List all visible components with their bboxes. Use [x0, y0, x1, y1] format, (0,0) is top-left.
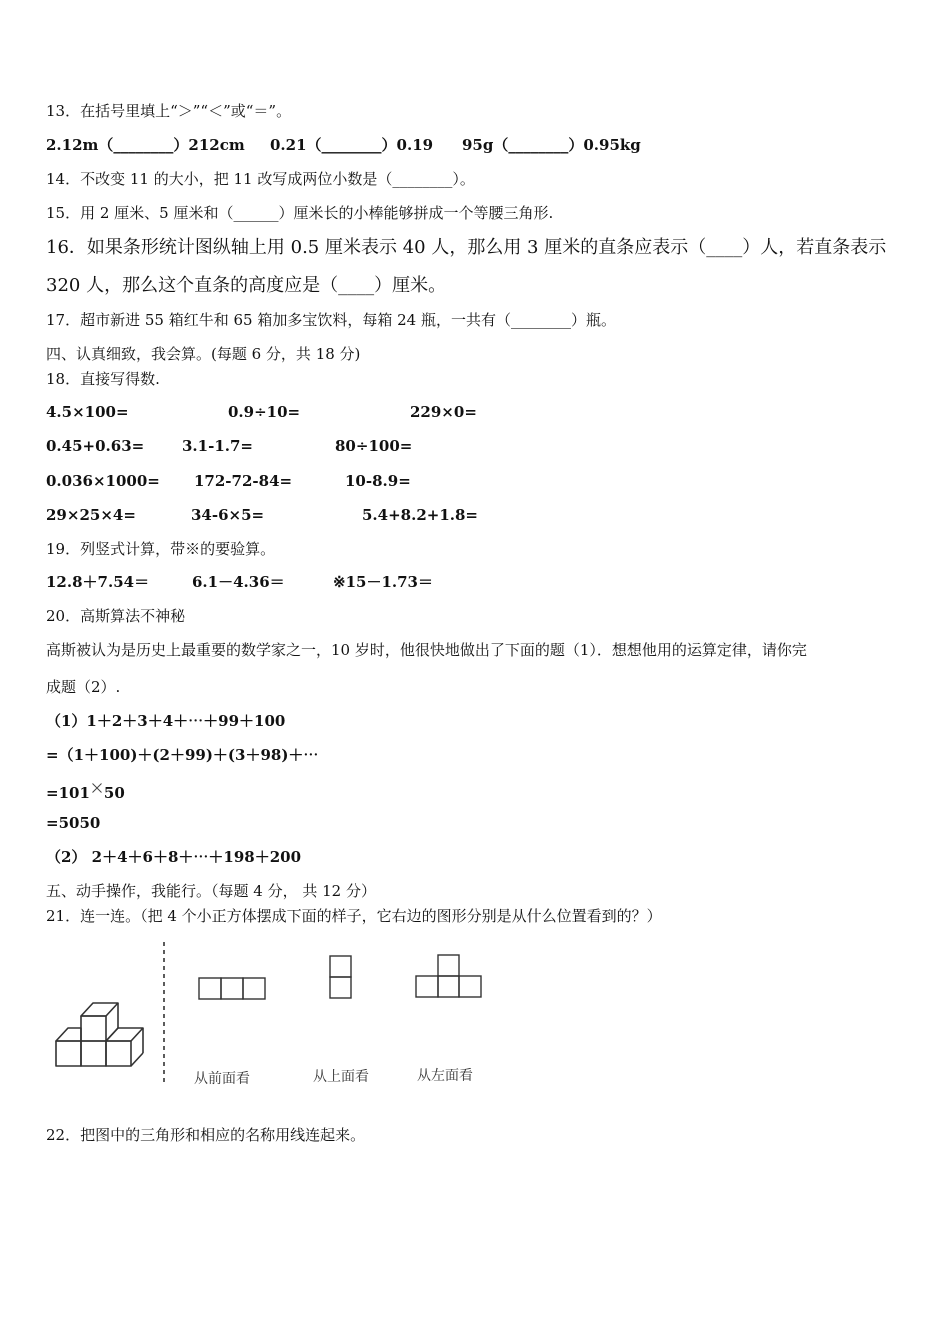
- q18-title: 18．直接写得数.: [46, 370, 160, 388]
- q16-line2: 320 人，那么这个直条的高度应是（____）厘米。: [46, 275, 447, 296]
- q18-r2-c3: 80÷100=: [335, 437, 413, 455]
- q18-r3-c3: 10-8.9=: [345, 472, 411, 490]
- cube-views-figure: [46, 938, 506, 1090]
- caption-top-view: 从上面看: [313, 1069, 369, 1085]
- top-view-shape: [330, 956, 351, 998]
- section5-heading: 五、动手操作，我能行。（每题 4 分， 共 12 分）: [46, 882, 376, 900]
- times-icon: [91, 782, 103, 794]
- q20-step-5: （2） 2＋4＋6＋8＋⋯＋198＋200: [46, 848, 302, 866]
- front-view-shape: [199, 978, 265, 999]
- q22-text: 22．把图中的三角形和相应的名称用线连起来。: [46, 1126, 366, 1144]
- q13-item-3: 95g（________）0.95kg: [462, 136, 641, 154]
- q20-step-3-right: 50: [103, 784, 125, 802]
- q18-r4-c3: 5.4+8.2+1.8=: [362, 506, 478, 524]
- q20-paragraph-line2: 成题（2）.: [46, 678, 121, 696]
- q18-r4-c1: 29×25×4=: [46, 506, 136, 524]
- cube-stack-drawing: [56, 1003, 143, 1066]
- q20-step-4: =5050: [46, 814, 101, 832]
- q19-item-3: ※15－1.73＝: [333, 573, 433, 591]
- q15-text: 15．用 2 厘米、5 厘米和（______）厘米长的小棒能够拼成一个等腰三角形.: [46, 204, 554, 222]
- q18-r4-c2: 34-6×5=: [191, 506, 265, 524]
- q20-title: 20．高斯算法不神秘: [46, 607, 186, 625]
- q18-r2-c2: 3.1-1.7=: [182, 437, 253, 455]
- q18-r1-c2: 0.9÷10=: [228, 403, 301, 421]
- q18-r2-c1: 0.45+0.63=: [46, 437, 145, 455]
- q16-line1: 16．如果条形统计图纵轴上用 0.5 厘米表示 40 人，那么用 3 厘米的直条应表示（____）人，若直条表示: [46, 237, 887, 258]
- q18-r1-c3: 229×0=: [410, 403, 477, 421]
- q20-paragraph-line1: 高斯被认为是历史上最重要的数学家之一，10 岁时，他很快地做出了下面的题（1）．想想他用的运算定律，请你完: [46, 641, 807, 659]
- q20-step-1: （1）1＋2＋3＋4＋⋯＋99＋100: [46, 712, 286, 730]
- caption-left-view: 从左面看: [417, 1068, 473, 1084]
- q18-r3-c1: 0.036×1000=: [46, 472, 160, 490]
- q20-step-2: =（1＋100)＋(2＋99)＋(3＋98)＋⋯: [46, 746, 319, 764]
- q19-item-1: 12.8＋7.54＝: [46, 573, 150, 591]
- q20-step-3-left: =101: [46, 784, 90, 802]
- q17-text: 17．超市新进 55 箱红牛和 65 箱加多宝饮料，每箱 24 瓶，一共有（________）瓶。: [46, 311, 616, 329]
- q13-item-2: 0.21（________）0.19: [270, 136, 434, 154]
- q19-title: 19．列竖式计算，带※的要验算。: [46, 540, 276, 558]
- caption-front-view: 从前面看: [194, 1071, 250, 1087]
- q14-text: 14．不改变 11 的大小，把 11 改写成两位小数是（________）。: [46, 170, 475, 188]
- q20-step-3: [46, 782, 125, 801]
- q13-item-1: 2.12m（________）212cm: [46, 136, 245, 154]
- left-view-shape: [416, 955, 481, 997]
- section4-heading: 四、认真细致，我会算。(每题 6 分，共 18 分): [46, 345, 361, 363]
- q13-title: 13．在括号里填上“＞”“＜”或“＝”。: [46, 102, 292, 120]
- q18-r3-c2: 172-72-84=: [194, 472, 293, 490]
- q19-item-2: 6.1－4.36＝: [192, 573, 285, 591]
- q21-title: 21．连一连。（把 4 个小正方体摆成下面的样子，它右边的图形分别是从什么位置看到的？）: [46, 907, 662, 925]
- q18-r1-c1: 4.5×100=: [46, 403, 129, 421]
